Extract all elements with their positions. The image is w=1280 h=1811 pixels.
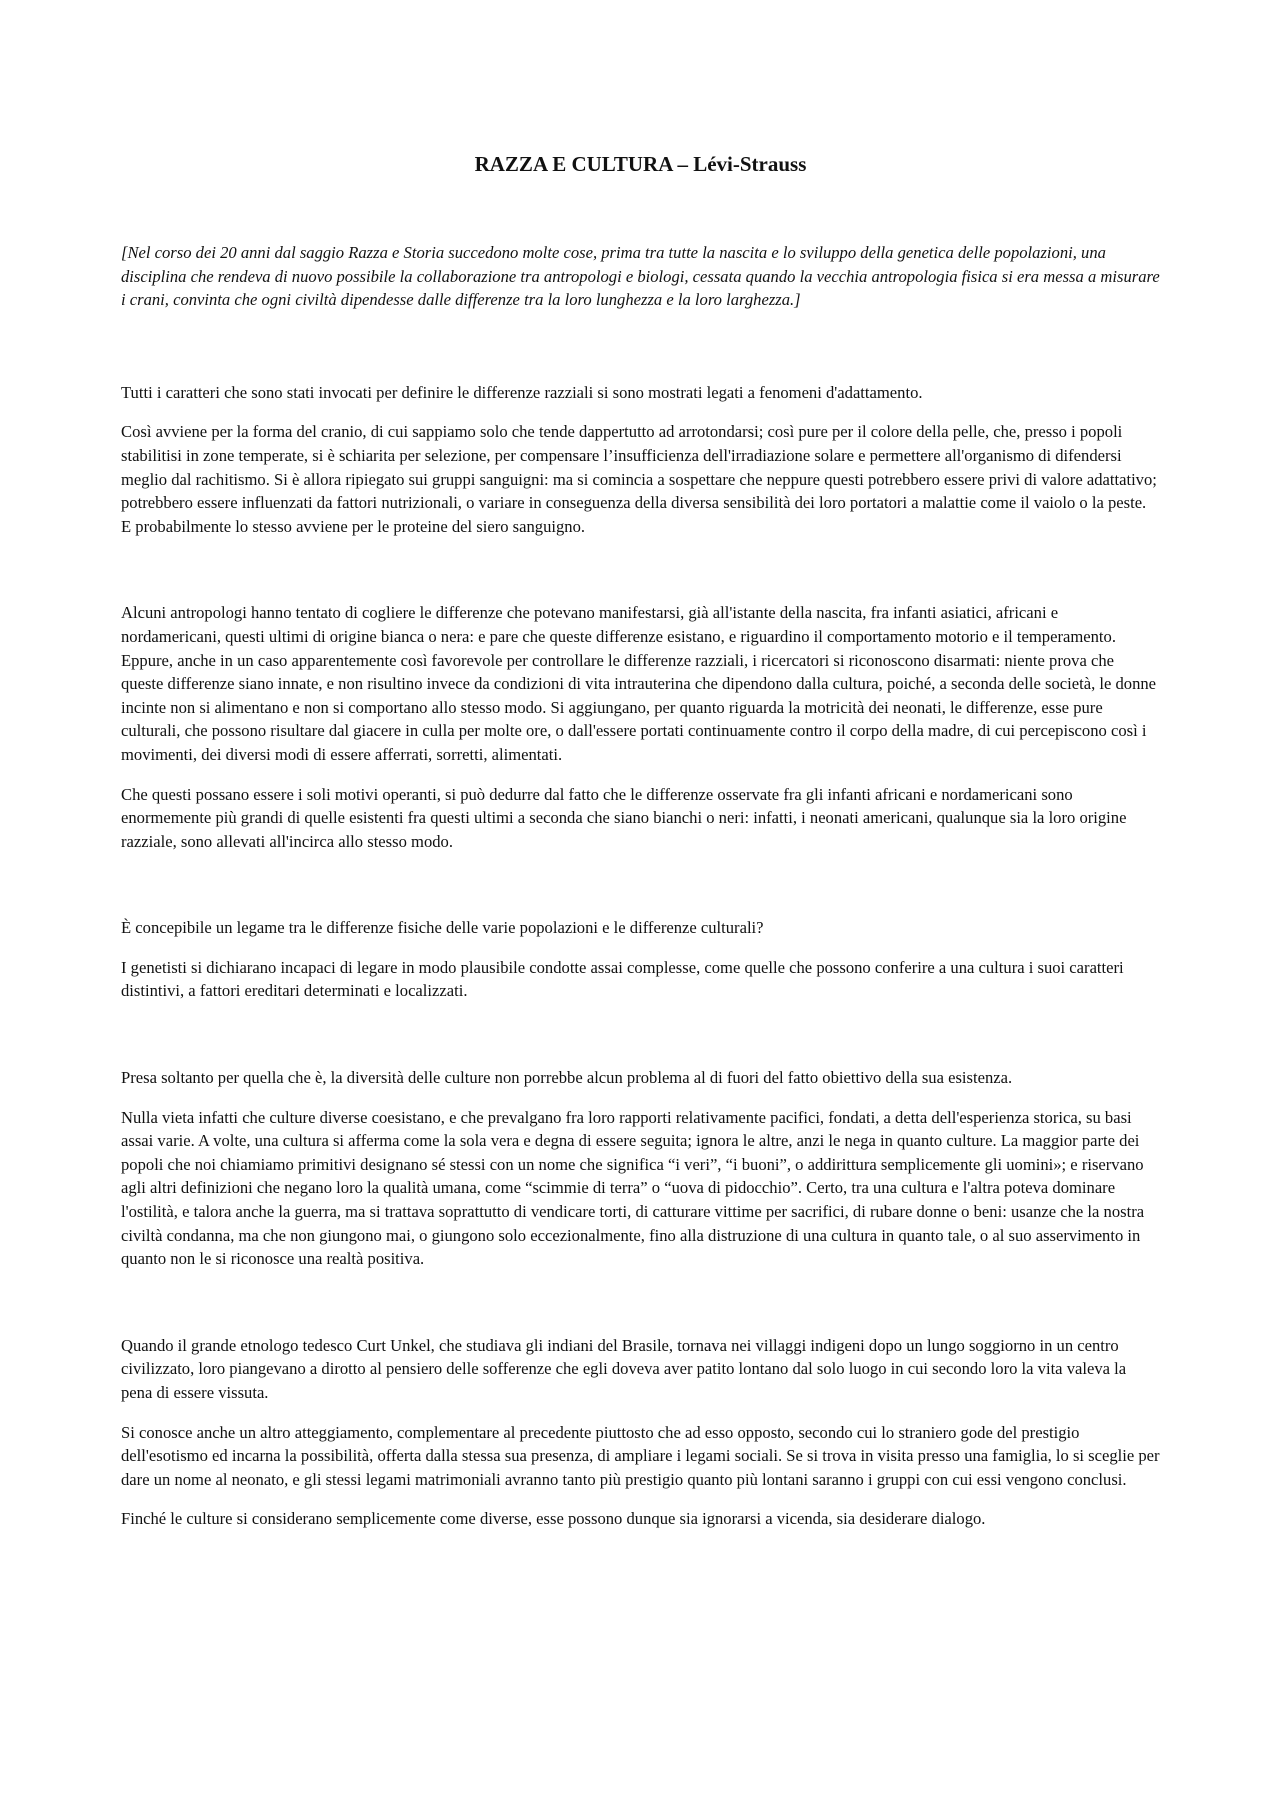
paragraph-spacer [121,1405,1160,1421]
body-paragraph: Tutti i caratteri che sono stati invocati per definire le differenze razziali si sono mostrati legati a fenomeni d'adattamento. [121,382,923,402]
paragraph-spacer [121,940,1160,956]
paragraph-spacer [121,404,1160,420]
body-paragraph: Così avviene per la forma del cranio, di cui sappiamo solo che tende dappertutto ad arrotondarsi; così pure per il colore della pelle, che, presso i popoli stabilitisi in zone temperate, si è schiarita per selezione, per compensare l’insufficienza dell'irradiazione solare e permettere all'organismo di difendersi meglio dal rachitismo. Si è allora ripiegato sui gruppi sanguigni: ma si comincia a sospettare che neppure questi potrebbero essere privi di valore adattativo; potrebbero essere influenzati da fattori nutrizionali, o variare in conseguenza della diversa sensibilità dei loro portatori a malattie come il vaiolo o la peste. E probabilmente lo stesso avviene per le proteine del siero sanguigno. [121,422,1157,536]
body-paragraph: I genetisti si dichiarano incapaci di legare in modo plausibile condotte assai complesse, come quelle che possono conferire a una cultura i suoi caratteri distintivi, a fattori ereditari determinati e localizzati. [121,957,1124,1001]
document-body [121,241,1160,1531]
section-spacer [121,312,1160,381]
body-paragraph: Finché le culture si considerano semplicemente come diverse, esse possono dunque sia ignorarsi a vicenda, sia desiderare dialogo. [121,1509,986,1529]
paragraph-spacer [121,1491,1160,1507]
paragraph-spacer [121,767,1160,783]
section-spacer [121,853,1160,916]
intro-paragraph: [Nel corso dei 20 anni dal saggio Razza e Storia succedono molte cose, prima tra tutte la nascita e lo sviluppo della genetica delle popolazioni, una disciplina che rendeva di nuovo possibile la collaborazione tra antropologi e biologi, cessata quando la vecchia antropologia fisica si era messa a misurare i crani, convinta che ogni civiltà dipendesse dalle differenze tra la loro lunghezza e la loro larghezza.] [121,243,1160,310]
body-paragraph: Si conosce anche un altro atteggiamento, complementare al precedente piuttosto che ad esso opposto, secondo cui lo straniero gode del prestigio dell'esotismo ed incarna la possibilità, offerta dalla stessa sua presenza, di ampliare i legami sociali. Se si trova in visita presso una famiglia, lo si sceglie per dare un nome al neonato, e gli stessi legami matrimoniali avranno tanto più prestigio quanto più lontani saranno i gruppi con cui essi vengono conclusi. [121,1422,1160,1489]
body-paragraph: Che questi possano essere i soli motivi operanti, si può dedurre dal fatto che le differenze osservate fra gli infanti africani e nordamericani sono enormemente più grandi di quelle esistenti fra questi ultimi a seconda che siano bianchi o neri: infatti, i neonati americani, qualunque sia la loro origine razziale, sono allevati all'incirca allo stesso modo. [121,784,1127,851]
section-spacer [121,1003,1160,1066]
body-paragraph: È concepibile un legame tra le differenze fisiche delle varie popolazioni e le differenze culturali? [121,918,764,938]
paragraph-spacer [121,1090,1160,1106]
body-paragraph: Alcuni antropologi hanno tentato di cogliere le differenze che potevano manifestarsi, già all'istante della nascita, fra infanti asiatici, africani e nordamericani, questi ultimi di origine bianca o nera: e pare che queste differenze esistano, e riguardino il comportamento motorio e il temperamento. Eppure, anche in un caso apparentemente così favorevole per controllare le differenze razziali, i ricercatori si riconoscono disarmati: niente prova che queste differenze siano innate, e non risultino invece da condizioni di vita intrauterina che dipendono dalla cultura, poiché, a seconda delle società, le donne incinte non si alimentano e non si comportano allo stesso modo. Si aggiungano, per quanto riguarda la motricità dei neonati, le differenze, esse pure culturali, che possono risultare dal giacere in culla per molte ore, o dall'essere portati continuamente contro il corpo della madre, di cui percepiscono così i movimenti, dei diversi modi di essere afferrati, sorretti, alimentati. [121,603,1157,764]
section-spacer [121,1271,1160,1334]
body-paragraph: Nulla vieta infatti che culture diverse coesistano, e che prevalgano fra loro rapporti relativamente pacifici, fondati, a detta dell'esperienza storica, su basi assai varie. A volte, una cultura si afferma come la sola vera e degna di essere seguita; ignora le altre, anzi le nega in quanto culture. La maggior parte dei popoli che noi chiamiamo primitivi designano sé stessi con un nome che significa “i veri”, “i buoni”, o addirittura semplicemente gli uomini»; e riservano agli altri definizioni che negano loro la qualità umana, come “scimmie di terra” o “uova di pidocchio”. Certo, tra una cultura e l'altra poteva dominare l'ostilità, e talora anche la guerra, ma si trattava soprattutto di vendicare torti, di catturare vittime per sacrifici, di rubare donne o beni: usanze che la nostra civiltà condanna, ma che non giungono mai, o giungono solo eccezionalmente, fino alla distruzione di una cultura in quanto tale, o al suo asservimento in quanto non le si riconosce una realtà positiva. [121,1107,1145,1269]
body-paragraph: Quando il grande etnologo tedesco Curt Unkel, che studiava gli indiani del Brasile, tornava nei villaggi indigeni dopo un lungo soggiorno in un centro civilizzato, loro piangevano a dirotto al pensiero delle sofferenze che egli doveva aver patito lontano dal solo luogo in cui secondo loro la vita valeva la pena di essere vissuta. [121,1335,1127,1402]
section-spacer [121,538,1160,601]
document-title: RAZZA E CULTURA – Lévi-Strauss [474,152,807,176]
body-paragraph: Presa soltanto per quella che è, la diversità delle culture non porrebbe alcun problema al di fuori del fatto obiettivo della sua esistenza. [121,1068,1013,1088]
